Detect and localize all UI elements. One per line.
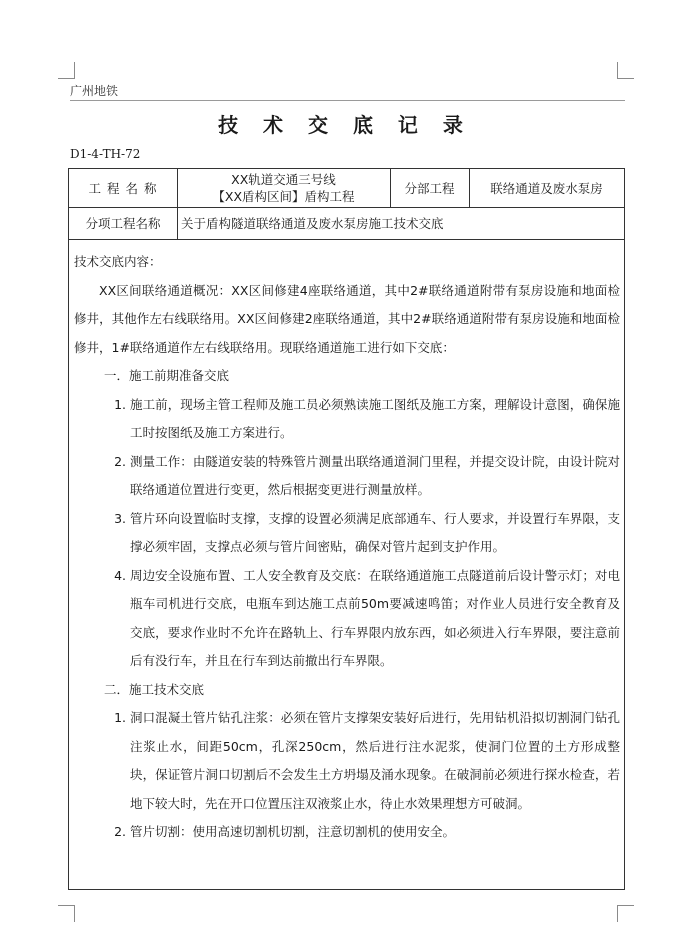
list-item-number: 3.	[114, 510, 126, 526]
list-item-text: 管片切割：使用高速切割机切割，注意切割机的使用安全。	[130, 824, 456, 839]
table-rule	[69, 239, 624, 240]
list-item-text: 管片环向设置临时支撑，支撑的设置必须满足底部通车、行人要求，并设置行车界限，支撑必须牢固，支撑点必须与管片间密贴，确保对管片起到支护作用。	[130, 510, 620, 554]
list-item-text: 洞口混凝土管片钻孔注浆：必须在管片支撑架安装好后进行，先用钻机沿拟切割洞门钻孔注浆止水，间距50cm，孔深250cm，然后进行注水泥浆，使洞门位置的土方形成整块，保证管片洞口切割后不会发生土方坍塌及涌水现象。在破洞前必须进行探水检查，若地下较大时，先在开口位置压注双液浆止水，待止水效果理想方可破洞。	[130, 710, 620, 811]
subitem-value: 关于盾构隧道联络通道及废水泵房施工技术交底	[181, 216, 444, 231]
list-item	[74, 562, 620, 676]
crop-mark-bottom-right	[617, 905, 634, 922]
company-header: 广州地铁	[70, 84, 119, 98]
disclosure-content	[74, 248, 620, 847]
list-item	[74, 448, 620, 505]
project-name-line1: XX轨道交通三号线	[231, 172, 336, 187]
list-item	[74, 818, 620, 847]
crop-mark-bottom-left	[58, 905, 75, 922]
content-heading: 技术交底内容：	[74, 254, 162, 269]
crop-mark-top-left	[58, 62, 75, 79]
list-item	[74, 704, 620, 818]
subitem-label: 分项工程名称	[85, 216, 161, 231]
section-title: 一．施工前期准备交底	[104, 368, 230, 383]
list-item-number: 4.	[114, 567, 126, 583]
division-label: 分部工程	[404, 181, 455, 196]
document-code: D1-4-TH-72	[70, 147, 141, 161]
list-item-number: 1.	[114, 396, 126, 412]
overview-paragraph: XX区间联络通道概况：XX区间修建4座联络通道，其中2#联络通道附带有泵房设施和地面检修井，其他作左右线联络用。XX区间修建2座联络通道，其中2#联络通道附带有泵房设施和地面检修井，1#联络通道作左右线联络用。现联络通道施工进行如下交底：	[74, 282, 620, 355]
list-item-text: 测量工作：由隧道安装的特殊管片测量出联络通道洞门里程，并提交设计院，由设计院对联络通道位置进行变更，然后根据变更进行测量放样。	[130, 453, 620, 497]
list-item-number: 2.	[114, 824, 126, 839]
list-item-text: 周边安全设施布置、工人安全教育及交底：在联络通道施工点隧道前后设计警示灯；对电瓶车司机进行交底，电瓶车到达施工点前50m要减速鸣笛；对作业人员进行安全教育及交底，要求作业时不允许在路轨上、行车界限内放东西，如必须进入行车界限，要注意前后有没行车，并且在行车到达前撤出行车界限。	[130, 567, 620, 668]
header-rule	[70, 100, 625, 101]
project-name-value	[177, 169, 390, 207]
list-item-number: 1.	[114, 710, 126, 725]
document-title: 技 术 交 底 记 录	[218, 113, 472, 137]
crop-mark-top-right	[617, 62, 634, 79]
list-item	[74, 391, 620, 448]
project-name-label: 工 程 名 称	[88, 181, 158, 196]
list-item	[74, 505, 620, 562]
list-item-text: 施工前，现场主管工程师及施工员必须熟读施工图纸及施工方案，理解设计意图，确保施工时按图纸及施工方案进行。	[130, 396, 620, 440]
section-title: 二．施工技术交底	[104, 681, 205, 697]
division-value: 联络通道及废水泵房	[490, 181, 603, 196]
project-name-line2: 【XX盾构区间】盾构工程	[212, 189, 355, 204]
list-item-number: 2.	[114, 453, 126, 469]
